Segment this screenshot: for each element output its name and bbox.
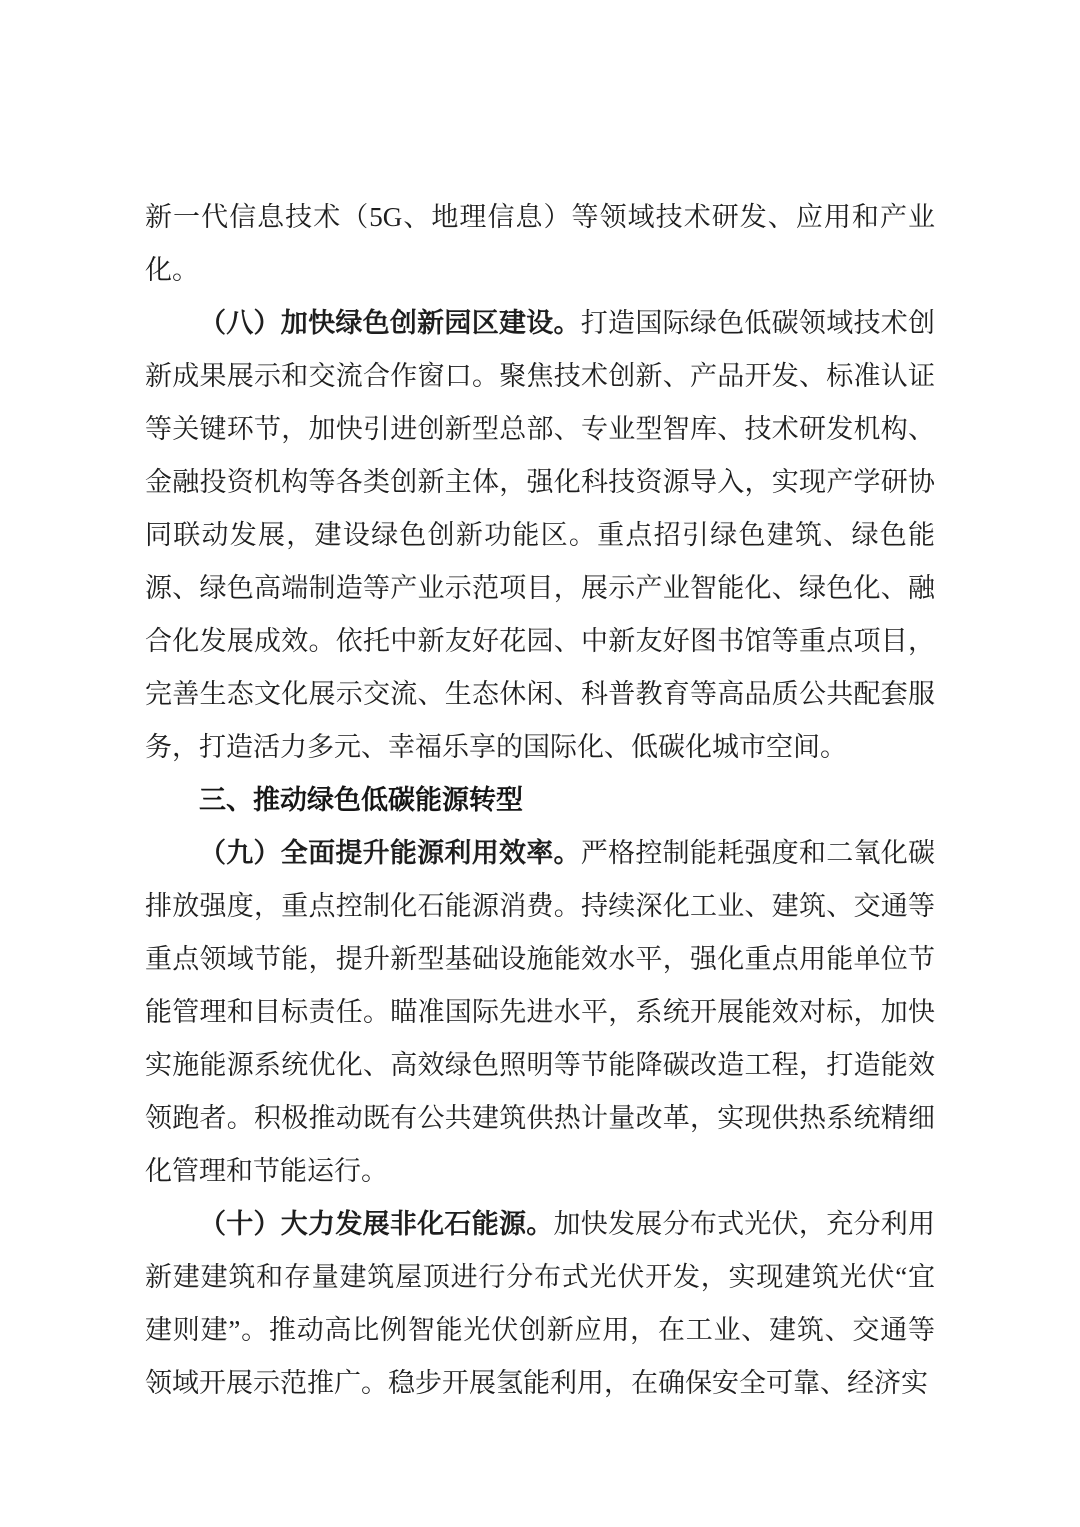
paragraph-item-9-body: 严格控制能耗强度和二氧化碳排放强度，重点控制化石能源消费。持续深化工业、建筑、交通等重点领域节能，提升新型基础设施能效水平，强化重点用能单位节能管理和目标责任。瞄准国际先进水平，系统开展能效对标，加快实施能源系统优化、高效绿色照明等节能降碳改造工程，打造能效领跑者。积极推动既有公共建筑供热计量改革，实现供热系统精细化管理和节能运行。 (145, 838, 936, 1186)
section-heading-3: 三、推动绿色低碳能源转型 (199, 785, 523, 815)
paragraph-item-9 (145, 827, 935, 1198)
paragraph-item-10-lead: （十）大力发展非化石能源。 (199, 1209, 554, 1239)
paragraph-item-8-lead: （八）加快绿色创新园区建设。 (199, 308, 581, 338)
paragraph-item-8 (145, 297, 935, 774)
document-body (145, 191, 935, 1410)
paragraph-item-9-lead: （九）全面提升能源利用效率。 (199, 838, 581, 868)
paragraph-item-10-body: 加快发展分布式光伏，充分利用新建建筑和存量建筑屋顶进行分布式光伏开发，实现建筑光伏“宜建则建”。推动高比例智能光伏创新应用，在工业、建筑、交通等领域开展示范推广。稳步开展氢能利用，在确保安全可靠、经济实 (145, 1209, 935, 1398)
paragraph-item-10 (145, 1198, 935, 1410)
paragraph-continuation: 新一代信息技术（5G、地理信息）等领域技术研发、应用和产业化。 (145, 202, 935, 285)
paragraph-item-8-body: 打造国际绿色低碳领域技术创新成果展示和交流合作窗口。聚焦技术创新、产品开发、标准认证等关键环节，加快引进创新型总部、专业型智库、技术研发机构、金融投资机构等各类创新主体，强化科技资源导入，实现产学研协同联动发展，建设绿色创新功能区。重点招引绿色建筑、绿色能源、绿色高端制造等产业示范项目，展示产业智能化、绿色化、融合化发展成效。依托中新友好花园、中新友好图书馆等重点项目，完善生态文化展示交流、生态休闲、科普教育等高品质公共配套服务，打造活力多元、幸福乐享的国际化、低碳化城市空间。 (145, 308, 936, 762)
